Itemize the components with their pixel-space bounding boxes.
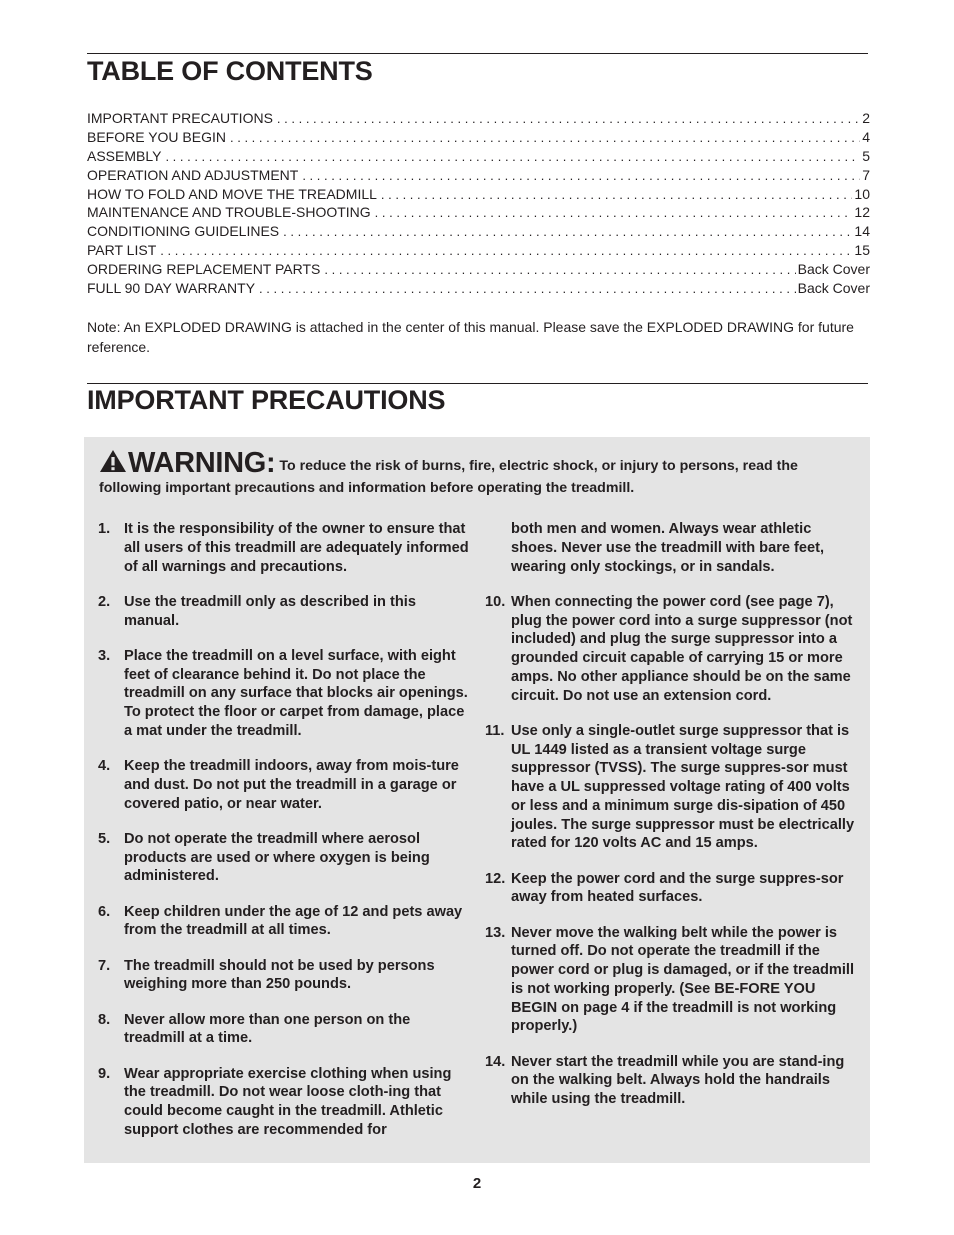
toc-entry: ORDERING REPLACEMENT PARTS . . . Back Cover bbox=[87, 260, 870, 279]
warning-header bbox=[99, 449, 859, 498]
list-item: 4. Keep the treadmill indoors, away from mois-ture and dust. Do not put the treadmill in a garage or covered patio, or near water. bbox=[98, 758, 459, 812]
warning-text: To reduce the risk of burns, fire, electric shock, or injury to persons, read the following important precautions and information before operating the treadmill. bbox=[99, 458, 798, 496]
precautions-left-column bbox=[98, 520, 470, 1156]
warning-box bbox=[84, 437, 870, 1163]
list-item: 14. Never start the treadmill while you are stand-ing on the walking belt. Always hold the handrails while using the treadmill. bbox=[485, 1053, 845, 1107]
list-item: 12. Keep the power cord and the surge suppres-sor away from heated surfaces. bbox=[485, 870, 844, 906]
list-item: 1. It is the responsibility of the owner to ensure that all users of this treadmill are adequately informed of all warnings and precautions. bbox=[98, 521, 469, 575]
list-item: 6. Keep children under the age of 12 and pets away from the treadmill at all times. bbox=[98, 903, 463, 939]
toc-list bbox=[87, 109, 870, 298]
toc-entry: OPERATION AND ADJUSTMENT . . . 7 bbox=[87, 166, 870, 185]
page-number: 2 bbox=[472, 1175, 482, 1192]
warning-word: WARNING: bbox=[128, 447, 276, 479]
precautions-top-rule bbox=[87, 383, 868, 384]
list-item-continuation: both men and women. Always wear athletic shoes. Never use the treadmill with bare feet, wearing only stockings, or in sandals. bbox=[511, 521, 825, 575]
toc-entry: MAINTENANCE AND TROUBLE-SHOOTING . . . 12 bbox=[87, 203, 870, 222]
precautions-heading: IMPORTANT PRECAUTIONS bbox=[87, 385, 446, 415]
toc-entry: ASSEMBLY . . . 5 bbox=[87, 147, 870, 166]
list-item: 5. Do not operate the treadmill where aerosol products are used or where oxygen is being administered. bbox=[98, 830, 430, 885]
list-item: 3. Place the treadmill on a level surface, with eight feet of clearance behind it. Do not place the treadmill on any surface that blocks air openings. To protect the floor or carpet from damage, place a mat under the treadmill. bbox=[98, 647, 468, 739]
list-item: 7. The treadmill should not be used by persons weighing more than 250 pounds. bbox=[98, 957, 435, 993]
toc-entry: HOW TO FOLD AND MOVE THE TREADMILL . . . 10 bbox=[87, 185, 870, 204]
precautions-right-column bbox=[485, 520, 861, 1125]
toc-entry: CONDITIONING GUIDELINES . . . 14 bbox=[87, 222, 870, 241]
list-item: 8. Never allow more than one person on the treadmill at a time. bbox=[98, 1011, 411, 1047]
toc-entry: BEFORE YOU BEGIN . . . 4 bbox=[87, 128, 870, 147]
toc-entry: PART LIST . . . 15 bbox=[87, 241, 870, 260]
toc-heading: TABLE OF CONTENTS bbox=[87, 56, 373, 86]
exploded-drawing-note: Note: An EXPLODED DRAWING is attached in the center of this manual. Please save the EXPLODED DRAWING for future reference. bbox=[87, 319, 854, 355]
list-item: 11. Use only a single-outlet surge suppressor that is UL 1449 listed as a transient voltage surge suppressor (TVSS). The surge suppres-sor must have a UL suppressed voltage rating of 400 volts or less and a minimum surge dis-sipation of 450 joules. The surge suppressor must be electrically rated for 120 volts AC and 15 amps. bbox=[485, 722, 855, 852]
list-item: 13. Never move the walking belt while the power is turned off. Do not operate the treadmill if the power cord or plug is damaged, or if the treadmill is not working properly. (See BE-FORE YOU BEGIN on page 4 if the treadmill is not working properly.) bbox=[485, 924, 855, 1035]
toc-entry: FULL 90 DAY WARRANTY . . . Back Cover bbox=[87, 279, 870, 298]
list-item: 9. Wear appropriate exercise clothing when using the treadmill. Do not wear loose cloth-ing that could become caught in the treadmill. Athletic support clothes are recommended for bbox=[98, 1065, 452, 1138]
toc-top-rule bbox=[87, 53, 868, 54]
warning-triangle-icon bbox=[99, 449, 127, 479]
list-item: 10. When connecting the power cord (see page 7), plug the power cord into a surge suppressor (not included) and plug the surge suppressor into a grounded circuit capable of carrying 15 or more amps. No other appliance should be on the same circuit. Do not use an extension cord. bbox=[485, 593, 853, 704]
list-item: 2. Use the treadmill only as described in this manual. bbox=[98, 593, 416, 629]
toc-entry: IMPORTANT PRECAUTIONS . . . 2 bbox=[87, 109, 870, 128]
